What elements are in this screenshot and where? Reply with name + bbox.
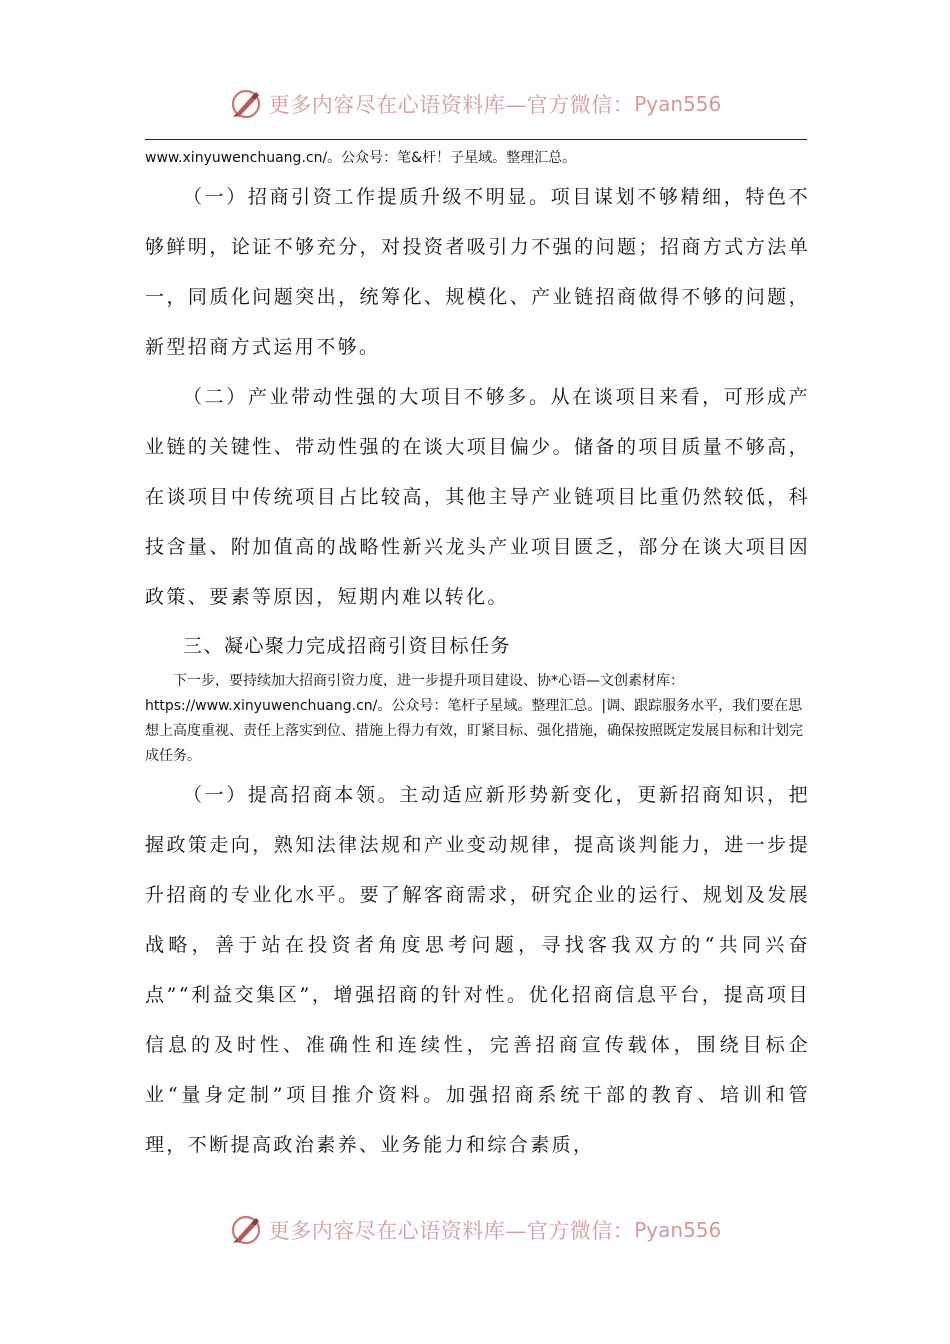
header-divider xyxy=(145,139,807,140)
pen-logo-icon xyxy=(229,87,263,121)
banner-contact: Pyan556 xyxy=(634,1218,722,1242)
section1-paragraph-1: （一）招商引资工作提质升级不明显。项目谋划不够精细，特色不够鲜明，论证不够充分，对投资者吸引力不强的问题；招商方式方法单一，同质化问题突出，统筹化、规模化、产业链招商做得不够的问题，新型招商方式运用不够。 xyxy=(145,186,810,358)
section3-note-line2: https://www.xinyuwenchuang.cn/。公众号：笔杆子星域。整理汇总。|调、跟踪服务水平，我们要在思想上高度重视、责任上落实到位、措施上得力有效，盯紧目标、强化措施，确保按照既定发展目标和计划完成任务。 xyxy=(145,698,803,764)
footer-banner xyxy=(0,1208,950,1252)
banner-contact: Pyan556 xyxy=(634,92,722,116)
pen-logo-icon xyxy=(229,1213,263,1247)
header-note: www.xinyuwenchuang.cn/。公众号：笔&杆！子星域。整理汇总。 xyxy=(145,150,577,166)
section3-heading: 三、凝心聚力完成招商引资目标任务 xyxy=(183,635,512,657)
banner-text: 更多内容尽在心语资料库—官方微信： xyxy=(268,93,635,117)
banner-text: 更多内容尽在心语资料库—官方微信： xyxy=(268,1219,635,1243)
section3-note xyxy=(145,669,810,769)
header-banner xyxy=(0,82,950,126)
section1-paragraph-2: （二）产业带动性强的大项目不够多。从在谈项目来看，可形成产业链的关键性、带动性强的在谈大项目偏少。储备的项目质量不够高，在谈项目中传统项目占比较高，其他主导产业链项目比重仍然较低，科技含量、附加值高的战略性新兴龙头产业项目匮乏，部分在谈大项目因政策、要素等原因，短期内难以转化。 xyxy=(145,386,810,608)
section3-note-line1: 下一步，要持续加大招商引资力度，进一步提升项目建设、协*心语—文创素材库： xyxy=(173,673,684,689)
section3-paragraph-1: （一）提高招商本领。主动适应新形势新变化，更新招商知识，把握政策走向，熟知法律法规和产业变动规律，提高谈判能力，进一步提升招商的专业化水平。要了解客商需求，研究企业的运行、规划及发展战略，善于站在投资者角度思考问题，寻找客我双方的“共同兴奋点”“利益交集区”，增强招商的针对性。优化招商信息平台，提高项目信息的及时性、准确性和连续性，完善招商宣传载体，围绕目标企业“量身定制”项目推介资料。加强招商系统干部的教育、培训和管理，不断提高政治素养、业务能力和综合素质， xyxy=(145,784,810,1156)
